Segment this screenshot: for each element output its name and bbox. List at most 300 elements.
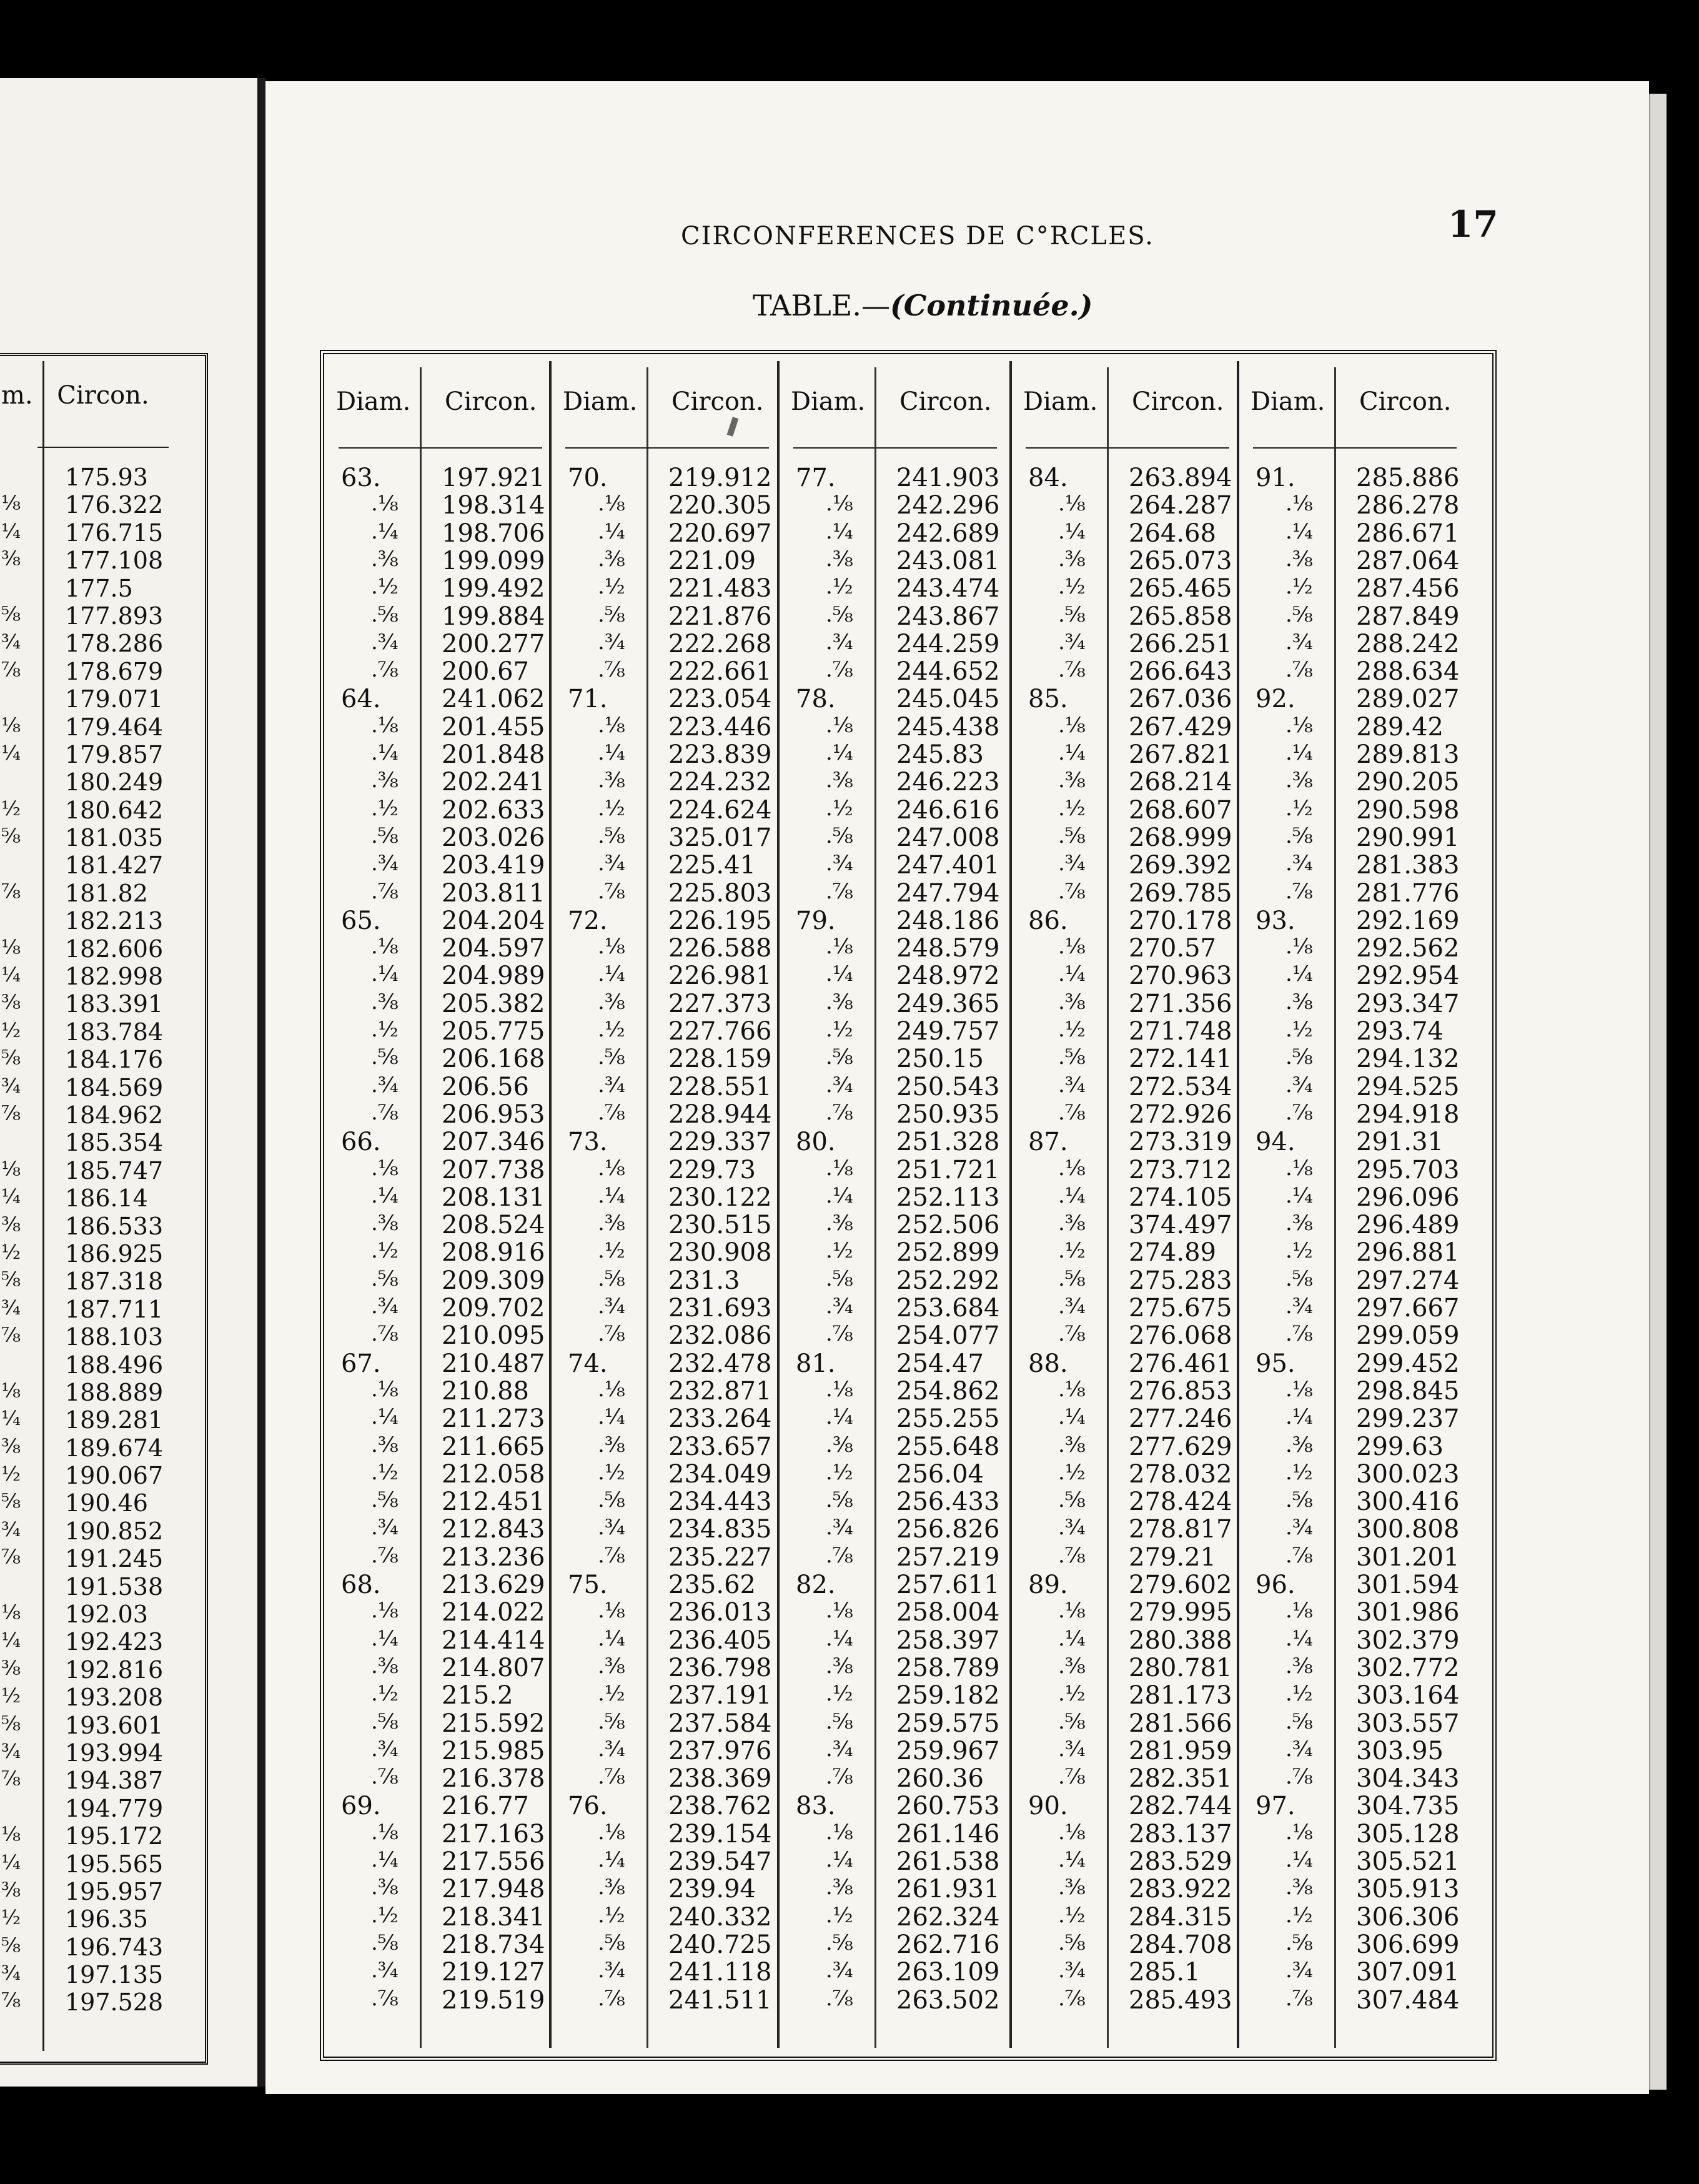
table-row bbox=[1, 1573, 201, 1601]
circon-cell: 275.675 bbox=[1129, 1294, 1232, 1323]
table-row bbox=[787, 1073, 1037, 1100]
table-row bbox=[332, 1709, 582, 1737]
fraction-cell: .⅝ bbox=[371, 1266, 399, 1291]
table-row bbox=[787, 1460, 1037, 1487]
table-row bbox=[1019, 934, 1269, 961]
circon-cell: 292.562 bbox=[1356, 934, 1460, 963]
table-row bbox=[787, 1321, 1037, 1349]
circon-cell: 226.981 bbox=[668, 961, 772, 991]
circon-cell: 187.318 bbox=[65, 1268, 164, 1296]
circon-cell: 289.42 bbox=[1356, 712, 1444, 742]
circon-cell: 204.989 bbox=[442, 961, 545, 991]
fraction-cell: .¼ bbox=[371, 519, 399, 544]
circon-cell: 196.35 bbox=[65, 1905, 148, 1933]
table-row bbox=[787, 519, 1037, 547]
table-row bbox=[787, 740, 1037, 768]
fraction-cell: ⅝ bbox=[1, 1046, 21, 1070]
table-row bbox=[332, 1073, 582, 1100]
table-row bbox=[332, 1598, 582, 1626]
table-row bbox=[1, 1822, 201, 1850]
table-row bbox=[1247, 1294, 1497, 1321]
circon-cell: 272.141 bbox=[1129, 1045, 1232, 1074]
circon-cell: 262.716 bbox=[896, 1930, 1000, 1959]
circon-cell: 231.693 bbox=[668, 1294, 772, 1323]
table-row bbox=[787, 990, 1037, 1017]
table-row bbox=[559, 768, 809, 795]
circon-cell: 251.721 bbox=[896, 1155, 1000, 1184]
table-row bbox=[1, 935, 201, 963]
table-row bbox=[787, 713, 1037, 740]
fraction-cell: .⅜ bbox=[1285, 1211, 1313, 1236]
table-row bbox=[1247, 602, 1497, 630]
table-row bbox=[332, 1986, 582, 2013]
fraction-cell: .¼ bbox=[371, 961, 399, 987]
diam-cell: 91. bbox=[1256, 464, 1295, 492]
circon-cell: 270.57 bbox=[1129, 934, 1216, 963]
header-rule bbox=[1026, 447, 1229, 449]
circon-cell: 194.387 bbox=[65, 1767, 164, 1795]
table-row bbox=[1247, 879, 1497, 906]
circon-cell: 217.163 bbox=[442, 1819, 545, 1849]
table-row bbox=[787, 934, 1037, 961]
circon-cell: 279.602 bbox=[1129, 1571, 1232, 1599]
circon-cell: 237.976 bbox=[668, 1736, 772, 1765]
table-row bbox=[332, 1764, 582, 1792]
circon-cell: 181.035 bbox=[65, 824, 164, 852]
fraction-cell: .⅜ bbox=[371, 1653, 399, 1679]
table-row bbox=[1019, 1017, 1269, 1045]
fraction-cell: .⅜ bbox=[598, 1432, 625, 1457]
table-row bbox=[1019, 1847, 1269, 1875]
circon-cell: 225.803 bbox=[668, 878, 772, 908]
table-row bbox=[1019, 685, 1269, 712]
circon-cell: 269.392 bbox=[1129, 851, 1232, 880]
table-row bbox=[1, 797, 201, 824]
fraction-cell: ⅝ bbox=[1, 824, 21, 848]
table-row bbox=[559, 1847, 809, 1875]
fraction-cell: .⅜ bbox=[1285, 989, 1313, 1015]
circon-cell: 217.556 bbox=[442, 1847, 545, 1876]
circon-cell: 227.373 bbox=[668, 989, 772, 1018]
circon-cell: 280.388 bbox=[1129, 1626, 1232, 1655]
fraction-cell: ⅝ bbox=[1, 1268, 21, 1292]
table-row bbox=[1, 1074, 201, 1101]
table-row bbox=[559, 1377, 809, 1404]
table-row bbox=[1247, 1543, 1497, 1571]
circon-cell: 305.128 bbox=[1356, 1819, 1460, 1849]
fraction-cell: .¼ bbox=[371, 1847, 399, 1872]
table-row bbox=[787, 547, 1037, 574]
circon-cell: 214.022 bbox=[442, 1598, 545, 1627]
diam-cell: 67. bbox=[341, 1349, 381, 1378]
table-row bbox=[1, 1018, 201, 1046]
table-row bbox=[787, 1847, 1037, 1875]
circon-cell: 293.74 bbox=[1356, 1017, 1444, 1046]
fraction-cell: .⅜ bbox=[826, 1875, 853, 1900]
table-row bbox=[1019, 1238, 1269, 1266]
table-row bbox=[787, 1737, 1037, 1764]
table-row bbox=[1, 1296, 201, 1323]
fraction-cell: .¼ bbox=[826, 1183, 853, 1208]
circon-cell: 208.524 bbox=[442, 1211, 545, 1240]
table-row bbox=[1019, 1432, 1269, 1460]
table-row bbox=[787, 1432, 1037, 1460]
table-row bbox=[559, 1156, 809, 1183]
fraction-cell: ⅞ bbox=[1, 1545, 21, 1569]
circon-cell: 265.465 bbox=[1129, 574, 1232, 603]
fraction-cell: ¾ bbox=[1, 630, 21, 654]
diam-cell: 84. bbox=[1028, 464, 1068, 492]
fraction-cell: ¼ bbox=[1, 1628, 21, 1652]
circon-cell: 305.913 bbox=[1356, 1875, 1460, 1904]
fraction-cell: .¼ bbox=[1058, 740, 1086, 765]
circon-cell: 246.223 bbox=[896, 768, 1000, 797]
fraction-cell: .¾ bbox=[598, 629, 625, 655]
circon-cell: 228.944 bbox=[668, 1099, 772, 1129]
fraction-cell: .⅛ bbox=[1285, 934, 1313, 960]
fraction-cell: .⅛ bbox=[826, 712, 853, 738]
table-row bbox=[1019, 1073, 1269, 1100]
table-row bbox=[1019, 491, 1269, 519]
fraction-cell: .¾ bbox=[826, 1072, 853, 1098]
fraction-cell: .¾ bbox=[371, 1294, 399, 1319]
circon-cell: 193.994 bbox=[65, 1739, 164, 1767]
table-row bbox=[787, 1958, 1037, 1985]
table-row bbox=[1247, 1515, 1497, 1542]
table-row bbox=[1247, 906, 1497, 934]
circon-cell: 260.36 bbox=[896, 1764, 984, 1794]
fraction-cell: .⅛ bbox=[371, 1598, 399, 1624]
circon-cell: 276.853 bbox=[1129, 1376, 1232, 1406]
table-row bbox=[1019, 740, 1269, 768]
table-row bbox=[1019, 1654, 1269, 1681]
circon-cell: 243.867 bbox=[896, 602, 1000, 631]
table-row bbox=[1, 1351, 201, 1379]
circon-cell: 222.661 bbox=[668, 657, 772, 687]
circon-cell: 206.56 bbox=[442, 1072, 529, 1101]
circon-cell: 264.287 bbox=[1129, 491, 1232, 520]
circon-cell: 233.657 bbox=[668, 1432, 772, 1461]
table-row bbox=[559, 990, 809, 1017]
table-row bbox=[332, 685, 582, 712]
table-row bbox=[1019, 1571, 1269, 1598]
fraction-cell: ⅛ bbox=[1, 1601, 21, 1625]
table-row bbox=[1019, 1377, 1269, 1404]
fraction-cell: .⅞ bbox=[598, 1321, 625, 1347]
fraction-cell: .½ bbox=[826, 1681, 853, 1707]
table-row bbox=[559, 1238, 809, 1266]
table-row bbox=[559, 1073, 809, 1100]
circon-cell: 219.912 bbox=[668, 464, 772, 492]
circon-cell: 204.204 bbox=[442, 906, 545, 935]
table-row bbox=[1, 1157, 201, 1184]
diam-cell: 90. bbox=[1028, 1792, 1068, 1821]
fraction-cell: .¾ bbox=[371, 629, 399, 655]
table-row bbox=[1019, 1875, 1269, 1902]
table-row bbox=[1, 1933, 201, 1961]
fraction-cell: .⅞ bbox=[371, 878, 399, 904]
fraction-cell: .¾ bbox=[371, 851, 399, 876]
table-row bbox=[787, 491, 1037, 519]
fraction-cell: .⅛ bbox=[826, 1376, 853, 1402]
table-row bbox=[1247, 1045, 1497, 1072]
table-row bbox=[1247, 630, 1497, 657]
fraction-cell: .⅛ bbox=[1285, 1598, 1313, 1624]
circon-cell: 213.629 bbox=[442, 1571, 545, 1599]
circon-cell: 287.456 bbox=[1356, 574, 1460, 603]
circon-cell: 281.173 bbox=[1129, 1681, 1232, 1710]
circon-cell: 220.697 bbox=[668, 519, 772, 548]
table-row bbox=[559, 823, 809, 851]
circon-cell: 229.73 bbox=[668, 1155, 756, 1184]
table-row bbox=[1, 1878, 201, 1905]
table-row bbox=[1019, 1764, 1269, 1792]
fraction-cell: .⅛ bbox=[598, 934, 625, 960]
fraction-cell: ½ bbox=[1, 1018, 21, 1042]
diam-header: Diam. bbox=[336, 387, 411, 416]
fraction-cell: .¼ bbox=[826, 1847, 853, 1872]
circon-cell: 239.154 bbox=[668, 1819, 772, 1849]
fraction-cell: .⅛ bbox=[598, 491, 625, 517]
table-row bbox=[1247, 1930, 1497, 1958]
table-row bbox=[1019, 1681, 1269, 1709]
table-row bbox=[1019, 1211, 1269, 1238]
table-row bbox=[1247, 1792, 1497, 1819]
circon-cell: 270.178 bbox=[1129, 906, 1232, 935]
fraction-cell: .⅛ bbox=[598, 712, 625, 738]
fraction-cell: .⅜ bbox=[1058, 1211, 1086, 1236]
fraction-cell: .½ bbox=[371, 795, 399, 821]
circon-cell: 263.109 bbox=[896, 1958, 1000, 1987]
diam-cell: 66. bbox=[341, 1128, 381, 1157]
circon-cell: 215.592 bbox=[442, 1709, 545, 1738]
table-row bbox=[1019, 574, 1269, 602]
table-row bbox=[1019, 1792, 1269, 1819]
circon-cell: 301.594 bbox=[1356, 1571, 1460, 1599]
circon-cell: 247.794 bbox=[896, 878, 1000, 908]
table-row bbox=[787, 1349, 1037, 1377]
table-row bbox=[559, 1183, 809, 1211]
fraction-cell: .⅜ bbox=[1285, 1653, 1313, 1679]
table-row bbox=[559, 713, 809, 740]
table-row bbox=[1019, 1515, 1269, 1542]
table-row bbox=[1019, 796, 1269, 823]
table-row bbox=[787, 1377, 1037, 1404]
fraction-cell: ⅝ bbox=[1, 602, 21, 626]
table-row bbox=[1247, 1847, 1497, 1875]
table-row bbox=[1, 1684, 201, 1711]
table-row bbox=[1, 1545, 201, 1572]
fraction-cell: .½ bbox=[1285, 1681, 1313, 1707]
circon-cell: 247.401 bbox=[896, 851, 1000, 880]
circon-cell: 254.47 bbox=[896, 1349, 984, 1378]
circon-cell: 283.922 bbox=[1129, 1875, 1232, 1904]
fraction-cell: .½ bbox=[598, 1902, 625, 1928]
table-row bbox=[787, 1820, 1037, 1847]
fraction-cell: .⅝ bbox=[826, 1930, 853, 1955]
table-row bbox=[332, 796, 582, 823]
fraction-cell: .⅞ bbox=[1058, 878, 1086, 904]
fraction-cell: ⅛ bbox=[1, 1156, 21, 1181]
fraction-cell: .¼ bbox=[598, 1183, 625, 1208]
fraction-cell: .⅞ bbox=[371, 1985, 399, 2011]
fraction-cell: .⅜ bbox=[1285, 1875, 1313, 1900]
fraction-cell: .¾ bbox=[1285, 1072, 1313, 1098]
fraction-cell: .¾ bbox=[1285, 629, 1313, 655]
table-row bbox=[1, 1184, 201, 1212]
fraction-cell: .¾ bbox=[1285, 1294, 1313, 1319]
circon-cell: 236.013 bbox=[668, 1598, 772, 1627]
circon-cell: 289.813 bbox=[1356, 740, 1460, 769]
fraction-cell: .¾ bbox=[826, 1958, 853, 1983]
table-row bbox=[332, 1515, 582, 1542]
circon-cell: 273.319 bbox=[1129, 1128, 1232, 1157]
fraction-cell: .⅛ bbox=[1285, 491, 1313, 517]
table-row bbox=[1019, 1958, 1269, 1985]
circon-cell: 288.242 bbox=[1356, 629, 1460, 658]
fraction-cell: .⅜ bbox=[826, 1432, 853, 1457]
table-row bbox=[559, 491, 809, 519]
circon-cell: 215.2 bbox=[442, 1681, 513, 1710]
fraction-cell: .¾ bbox=[826, 629, 853, 655]
table-title-continued: (Continuée.) bbox=[889, 289, 1093, 322]
circon-cell: 243.474 bbox=[896, 574, 1000, 603]
table-row bbox=[787, 1017, 1037, 1045]
table-row bbox=[332, 906, 582, 934]
circon-cell: 200.277 bbox=[442, 629, 545, 658]
circon-cell: 207.346 bbox=[442, 1128, 545, 1157]
circon-cell: 274.105 bbox=[1129, 1183, 1232, 1212]
table-row bbox=[787, 1266, 1037, 1294]
circon-cell: 213.236 bbox=[442, 1542, 545, 1572]
fraction-cell: .⅛ bbox=[598, 1598, 625, 1624]
table-row bbox=[332, 602, 582, 630]
table-row bbox=[1, 1767, 201, 1794]
table-row bbox=[1019, 1930, 1269, 1958]
table-row bbox=[787, 1875, 1037, 1902]
circon-cell: 203.026 bbox=[442, 823, 545, 852]
circon-cell: 185.747 bbox=[65, 1156, 164, 1184]
fraction-cell: .⅜ bbox=[598, 546, 625, 572]
fraction-cell: .⅞ bbox=[826, 1542, 853, 1568]
table-row bbox=[1247, 1183, 1497, 1211]
circon-cell: 268.607 bbox=[1129, 795, 1232, 825]
circon-cell: 267.036 bbox=[1129, 685, 1232, 714]
table-row bbox=[332, 1654, 582, 1681]
fraction-cell: .½ bbox=[826, 1017, 853, 1042]
circon-cell: 285.886 bbox=[1356, 464, 1460, 492]
circon-cell: 274.89 bbox=[1129, 1238, 1216, 1268]
table-row bbox=[1, 990, 201, 1018]
table-row bbox=[332, 713, 582, 740]
fraction-cell: .⅝ bbox=[371, 1930, 399, 1955]
fraction-cell: .½ bbox=[1058, 1238, 1086, 1264]
circon-cell: 263.502 bbox=[896, 1985, 1000, 2015]
fraction-cell: .¾ bbox=[1058, 1515, 1086, 1541]
table-row bbox=[332, 1377, 582, 1404]
fraction-cell: ⅛ bbox=[1, 1822, 21, 1847]
circon-cell: 302.379 bbox=[1356, 1626, 1460, 1655]
circon-cell: 261.146 bbox=[896, 1819, 1000, 1849]
fraction-cell: .⅛ bbox=[371, 712, 399, 738]
table-row bbox=[559, 547, 809, 574]
table-row bbox=[559, 519, 809, 547]
circon-cell: 226.588 bbox=[668, 934, 772, 963]
fraction-cell: ⅜ bbox=[1, 1434, 21, 1458]
diam-cell: 65. bbox=[341, 906, 381, 935]
circon-cell: 222.268 bbox=[668, 629, 772, 658]
circon-cell: 214.807 bbox=[442, 1653, 545, 1682]
circon-header: Circon. bbox=[1359, 387, 1452, 416]
fraction-cell: .⅝ bbox=[371, 1045, 399, 1070]
fraction-cell: .⅜ bbox=[826, 546, 853, 572]
circon-cell: 192.816 bbox=[65, 1655, 164, 1684]
table-row bbox=[787, 1986, 1037, 2013]
table-row bbox=[1247, 796, 1497, 823]
table-row bbox=[332, 1737, 582, 1764]
fraction-cell: .⅛ bbox=[1058, 1155, 1086, 1181]
circon-cell: 281.566 bbox=[1129, 1709, 1232, 1738]
table-row bbox=[1, 630, 201, 657]
table-row bbox=[787, 1764, 1037, 1792]
table-row bbox=[1019, 602, 1269, 630]
fraction-cell: ¾ bbox=[1, 1739, 21, 1763]
table-row bbox=[1247, 1404, 1497, 1432]
fraction-cell: ⅝ bbox=[1, 1933, 21, 1957]
circon-cell: 278.032 bbox=[1129, 1459, 1232, 1489]
circon-cell: 197.528 bbox=[65, 1988, 164, 2017]
circon-cell: 186.925 bbox=[65, 1239, 164, 1268]
circon-cell: 180.249 bbox=[65, 768, 164, 797]
table-row bbox=[1, 713, 201, 741]
fraction-cell: .¾ bbox=[598, 1072, 625, 1098]
table-row bbox=[559, 1432, 809, 1460]
table-row bbox=[559, 1266, 809, 1294]
fraction-cell: .½ bbox=[598, 1459, 625, 1485]
circon-cell: 177.5 bbox=[65, 574, 133, 602]
fraction-cell: .⅛ bbox=[371, 1376, 399, 1402]
table-row bbox=[1019, 1321, 1269, 1349]
table-row bbox=[787, 1792, 1037, 1819]
fraction-cell: .⅜ bbox=[371, 989, 399, 1015]
circon-cell: 178.286 bbox=[65, 630, 164, 658]
circon-cell: 198.314 bbox=[442, 491, 545, 520]
fraction-cell: ⅜ bbox=[1, 1212, 21, 1236]
table-row bbox=[787, 1543, 1037, 1571]
circon-cell: 269.785 bbox=[1129, 878, 1232, 908]
fraction-cell: .½ bbox=[598, 1017, 625, 1042]
circon-cell: 221.09 bbox=[668, 546, 756, 575]
fraction-cell: .⅞ bbox=[1058, 657, 1086, 683]
fraction-cell: .⅞ bbox=[1285, 1542, 1313, 1568]
fraction-cell: .⅛ bbox=[1285, 1155, 1313, 1181]
table-row bbox=[559, 1820, 809, 1847]
table-row bbox=[332, 1681, 582, 1709]
circon-cell: 286.671 bbox=[1356, 519, 1460, 548]
header-rule bbox=[339, 447, 542, 449]
table-row bbox=[332, 1626, 582, 1654]
fraction-cell: ½ bbox=[1, 796, 21, 820]
circon-cell: 224.232 bbox=[668, 768, 772, 797]
table-row bbox=[787, 1238, 1037, 1266]
table-row bbox=[1247, 823, 1497, 851]
diam-cell: 94. bbox=[1256, 1128, 1295, 1157]
fraction-cell: .⅝ bbox=[1285, 1709, 1313, 1734]
diam-cell: 87. bbox=[1028, 1128, 1068, 1157]
circon-cell: 232.086 bbox=[668, 1321, 772, 1351]
fraction-cell: .⅝ bbox=[1058, 1487, 1086, 1513]
circon-cell: 210.095 bbox=[442, 1321, 545, 1351]
